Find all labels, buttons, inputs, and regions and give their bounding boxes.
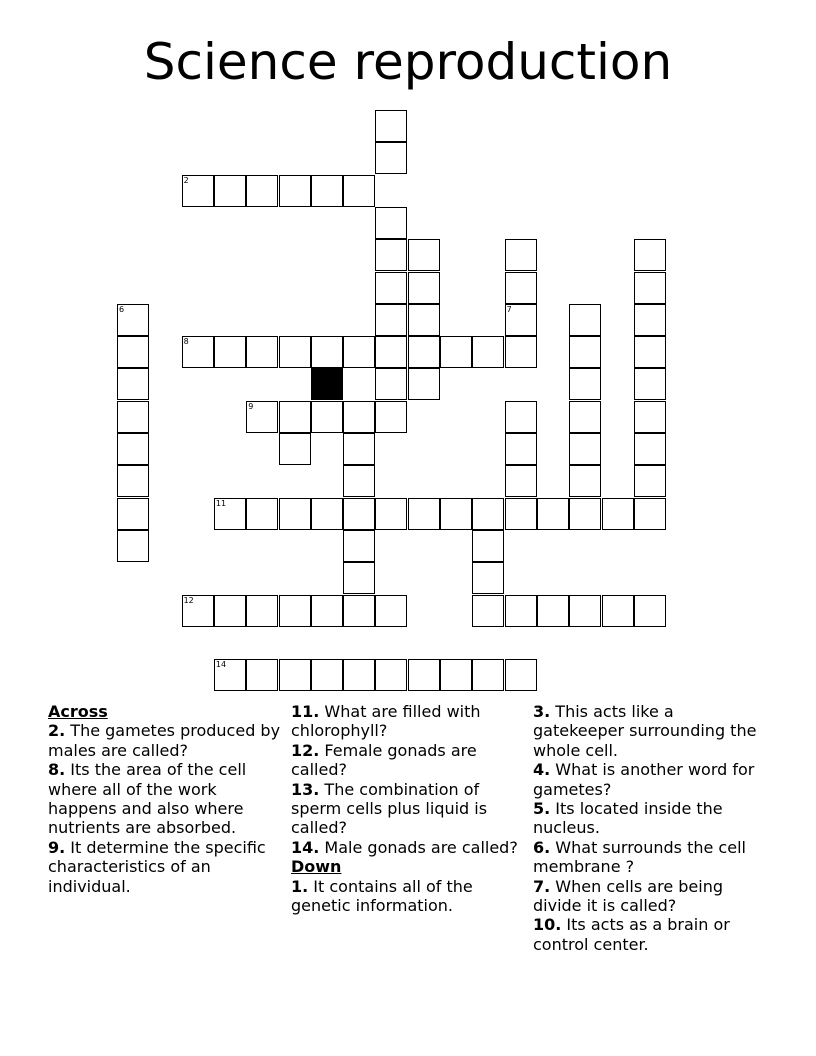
grid-cell[interactable] (343, 175, 375, 207)
puzzle-title: Science reproduction (143, 33, 673, 91)
clue-text: Male gonads are called? (319, 837, 518, 857)
clue-item (533, 702, 769, 760)
grid-cell[interactable] (343, 659, 375, 691)
clue-number: 8 (183, 337, 189, 347)
clue-item (533, 915, 769, 954)
grid-cell[interactable] (472, 498, 504, 530)
grid-cell[interactable] (214, 175, 246, 207)
grid-cell[interactable] (634, 272, 666, 304)
grid-cell[interactable] (602, 498, 634, 530)
grid-cell[interactable] (472, 659, 504, 691)
grid-cell[interactable] (602, 595, 634, 627)
grid-cell[interactable] (634, 336, 666, 368)
grid-cell[interactable] (311, 659, 343, 691)
grid-cell[interactable] (279, 401, 311, 433)
clue-text: The gametes produced by males are called? (48, 721, 281, 760)
grid-cell[interactable] (214, 336, 246, 368)
clue-item (533, 877, 769, 916)
clue-number-label: 11. (291, 702, 320, 721)
grid-cell[interactable] (408, 304, 440, 336)
clue-number-label: 12. (291, 740, 320, 760)
grid-cell[interactable] (569, 336, 601, 368)
grid-cell[interactable] (117, 336, 149, 368)
grid-cell[interactable] (375, 239, 407, 271)
grid-cell[interactable] (375, 142, 407, 174)
clue-text: Its acts as a brain or control center. (533, 915, 730, 954)
clue-text: When cells are being divide it is called? (533, 876, 723, 916)
clue-number-label: 5. (533, 799, 551, 819)
grid-cell[interactable] (343, 336, 375, 368)
grid-cell[interactable] (634, 433, 666, 465)
clue-item (48, 838, 284, 896)
grid-cell[interactable] (634, 401, 666, 433)
grid-cell[interactable] (246, 175, 278, 207)
clue-number: 12 (183, 595, 194, 605)
grid-cell[interactable] (375, 595, 407, 627)
grid-cell[interactable] (505, 401, 537, 433)
grid-cell[interactable] (408, 498, 440, 530)
clue-number-label: 1. (291, 876, 309, 896)
clue-item (533, 838, 769, 877)
grid-cell[interactable] (505, 465, 537, 497)
clue-number-label: 3. (533, 702, 551, 721)
clue-number: 7 (506, 304, 512, 314)
clue-item (533, 760, 769, 799)
grid-cell[interactable] (440, 659, 472, 691)
clue-item (48, 760, 284, 838)
clue-text: It determine the specific characteristics of an individual. (48, 837, 266, 896)
grid-cell[interactable] (214, 659, 246, 691)
down-heading: Down (291, 857, 342, 877)
grid-cell[interactable] (343, 433, 375, 465)
grid-cell[interactable] (505, 659, 537, 691)
grid-cell[interactable] (375, 401, 407, 433)
clue-number: 9 (248, 401, 254, 411)
grid-cell[interactable] (408, 336, 440, 368)
grid-cell[interactable] (472, 595, 504, 627)
grid-cell[interactable] (375, 207, 407, 239)
clue-item (291, 780, 527, 838)
clue-text: What surrounds the cell membrane ? (533, 837, 746, 877)
clue-text: This acts like a gatekeeper surrounding the whole cell. (533, 702, 757, 760)
clue-number: 6 (119, 304, 125, 314)
across-clue-list (48, 721, 284, 896)
grid-cell[interactable] (375, 368, 407, 400)
grid-cell[interactable] (408, 272, 440, 304)
grid-cell[interactable] (343, 595, 375, 627)
grid-cell[interactable] (117, 368, 149, 400)
clue-number: 2 (183, 175, 189, 185)
grid-cell[interactable] (311, 401, 343, 433)
grid-cell[interactable] (311, 336, 343, 368)
grid-cell[interactable] (505, 272, 537, 304)
grid-cell[interactable] (311, 498, 343, 530)
grid-cell[interactable] (569, 465, 601, 497)
grid-cell[interactable] (375, 659, 407, 691)
grid-cell[interactable] (472, 336, 504, 368)
grid-cell[interactable] (246, 659, 278, 691)
grid-cell[interactable] (634, 304, 666, 336)
grid-cell[interactable] (117, 465, 149, 497)
clue-text: What are filled with chlorophyll? (291, 702, 481, 741)
grid-cell[interactable] (569, 498, 601, 530)
grid-cell[interactable] (569, 304, 601, 336)
grid-cell[interactable] (634, 498, 666, 530)
clue-number-label: 8. (48, 760, 66, 780)
grid-cell[interactable] (537, 595, 569, 627)
clue-number-label: 2. (48, 721, 66, 741)
clue-number-label: 6. (533, 837, 551, 857)
grid-cell[interactable] (343, 498, 375, 530)
clue-number-label: 14. (291, 837, 320, 857)
grid-cell[interactable] (375, 304, 407, 336)
grid-cell[interactable] (505, 595, 537, 627)
grid-cell[interactable] (343, 530, 375, 562)
grid-cell[interactable] (246, 498, 278, 530)
clue-item (291, 838, 527, 857)
grid-cell[interactable] (117, 530, 149, 562)
clue-number: 14 (215, 660, 227, 670)
clue-text: Female gonads are called? (291, 740, 477, 780)
clue-item (48, 721, 284, 760)
grid-cell[interactable] (182, 595, 214, 627)
clues-column-3 (533, 702, 769, 954)
grid-cell[interactable] (505, 304, 537, 336)
clue-number-label: 10. (533, 915, 562, 935)
grid-cell[interactable] (343, 401, 375, 433)
clues-column-1 (48, 702, 284, 896)
grid-cell[interactable] (343, 562, 375, 594)
grid-cell[interactable] (311, 175, 343, 207)
grid-cell[interactable] (634, 465, 666, 497)
grid-cell[interactable] (279, 498, 311, 530)
grid-cell[interactable] (472, 530, 504, 562)
grid-cell[interactable] (311, 595, 343, 627)
grid-cell[interactable] (440, 336, 472, 368)
grid-cell[interactable] (117, 433, 149, 465)
grid-cell[interactable] (408, 239, 440, 271)
grid-cell[interactable] (505, 498, 537, 530)
grid-cell[interactable] (117, 498, 149, 530)
clue-text: What is another word for gametes? (533, 760, 755, 799)
grid-cell[interactable] (505, 239, 537, 271)
grid-cell[interactable] (569, 401, 601, 433)
clue-text: It contains all of the genetic information. (291, 876, 473, 916)
clue-number-label: 9. (48, 837, 66, 857)
grid-cell[interactable] (634, 368, 666, 400)
grid-cell[interactable] (375, 498, 407, 530)
grid-cell[interactable] (182, 336, 214, 368)
grid-cell[interactable] (117, 401, 149, 433)
grid-cell[interactable] (279, 433, 311, 465)
grid-cell[interactable] (214, 595, 246, 627)
across-heading: Across (48, 702, 108, 721)
grid-cell[interactable] (279, 175, 311, 207)
grid-cell[interactable] (569, 433, 601, 465)
grid-cell[interactable] (408, 368, 440, 400)
grid-cell[interactable] (279, 595, 311, 627)
grid-cell[interactable] (408, 659, 440, 691)
grid-cell[interactable] (634, 239, 666, 271)
clue-number-label: 7. (533, 876, 551, 896)
grid-cell[interactable] (246, 401, 278, 433)
grid-cell[interactable] (343, 465, 375, 497)
grid-cell[interactable] (505, 433, 537, 465)
grid-cell[interactable] (375, 272, 407, 304)
grid-cell[interactable] (246, 595, 278, 627)
down-clue-list-continued (533, 702, 769, 954)
clue-item (291, 877, 527, 916)
grid-cell[interactable] (246, 336, 278, 368)
grid-cell[interactable] (182, 175, 214, 207)
grid-cell[interactable] (375, 336, 407, 368)
grid-cell[interactable] (569, 595, 601, 627)
clue-text: The combination of sperm cells plus liquid is called? (291, 779, 488, 838)
clue-item (291, 741, 527, 780)
clue-text: Its the area of the cell where all of the work happens and also where nutrients are absorbed. (48, 760, 247, 838)
clue-item (533, 799, 769, 838)
clue-item (291, 702, 527, 741)
grid-cell[interactable] (279, 336, 311, 368)
grid-cell[interactable] (440, 498, 472, 530)
grid-cell[interactable] (505, 336, 537, 368)
grid-cell[interactable] (569, 368, 601, 400)
clue-text: Its located inside the nucleus. (533, 799, 723, 838)
grid-cell[interactable] (375, 110, 407, 142)
grid-cell[interactable] (279, 659, 311, 691)
grid-cell[interactable] (634, 595, 666, 627)
clue-number-label: 13. (291, 779, 320, 799)
grid-block (311, 368, 343, 400)
clue-number-label: 4. (533, 760, 551, 780)
clue-number: 11 (215, 498, 227, 508)
grid-cell[interactable] (117, 304, 149, 336)
clues-column-2 (291, 702, 527, 915)
down-clue-list (291, 877, 527, 916)
across-clue-list-continued (291, 702, 527, 857)
grid-cell[interactable] (472, 562, 504, 594)
grid-cell[interactable] (537, 498, 569, 530)
grid-cell[interactable] (214, 498, 246, 530)
